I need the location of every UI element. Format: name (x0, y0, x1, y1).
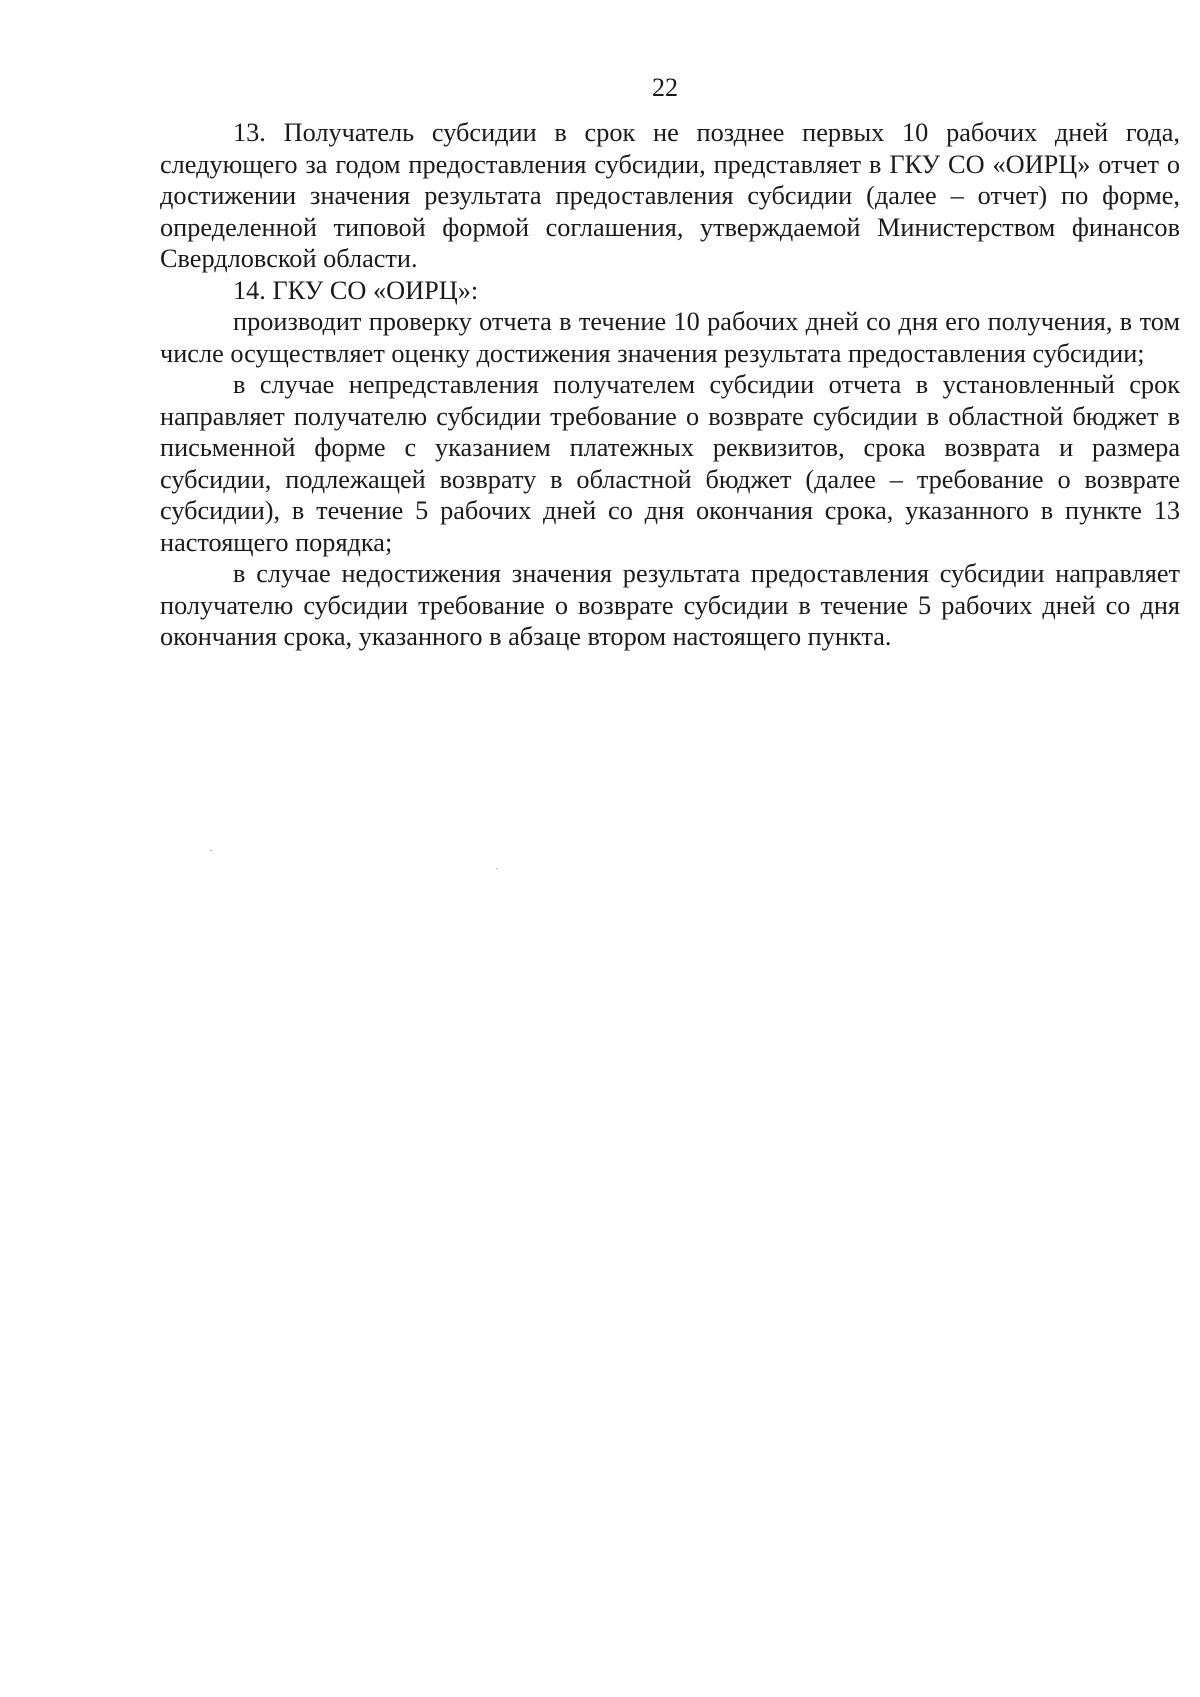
paragraph-14-heading: 14. ГКУ СО «ОИРЦ»: (233, 275, 479, 305)
scan-speck (496, 868, 498, 869)
document-body (160, 117, 1180, 653)
paragraph-14-item-non-submission: в случае непредставления получателем субсидии отчета в установленный срок направляет получателю субсидии требование о возврате субсидии в областной бюджет в письменной форме с указанием платежных реквизитов, срока возврата и размера субсидии, подлежащей возврату в областной бюджет (далее – требование о возврате субсидии), в течение 5 рабочих дней со дня окончания срока, указанного в пункте 13 настоящего порядка; (160, 370, 1180, 557)
paragraph-14-item-check: производит проверку отчета в течение 10 рабочих дней со дня его получения, в том числе осуществляет оценку достижения значения результата предоставления субсидии; (160, 307, 1180, 368)
paragraph-13: 13. Получатель субсидии в срок не позднее первых 10 рабочих дней года, следующего за годом предоставления субсидии, представляет в ГКУ СО «ОИРЦ» отчет о достижении значения результата предоставления субсидии (далее – отчет) по форме, определенной типовой формой соглашения, утверждаемой Министерством финансов Свердловской области. (160, 118, 1180, 273)
paragraph-14-item-non-achievement: в случае недостижения значения результата предоставления субсидии направляет получателю субсидии требование о возврате субсидии в течение 5 рабочих дней со дня окончания срока, указанного в абзаце втором настоящего пункта. (160, 559, 1180, 651)
scan-speck (210, 850, 212, 851)
page-number: 22 (652, 73, 678, 102)
